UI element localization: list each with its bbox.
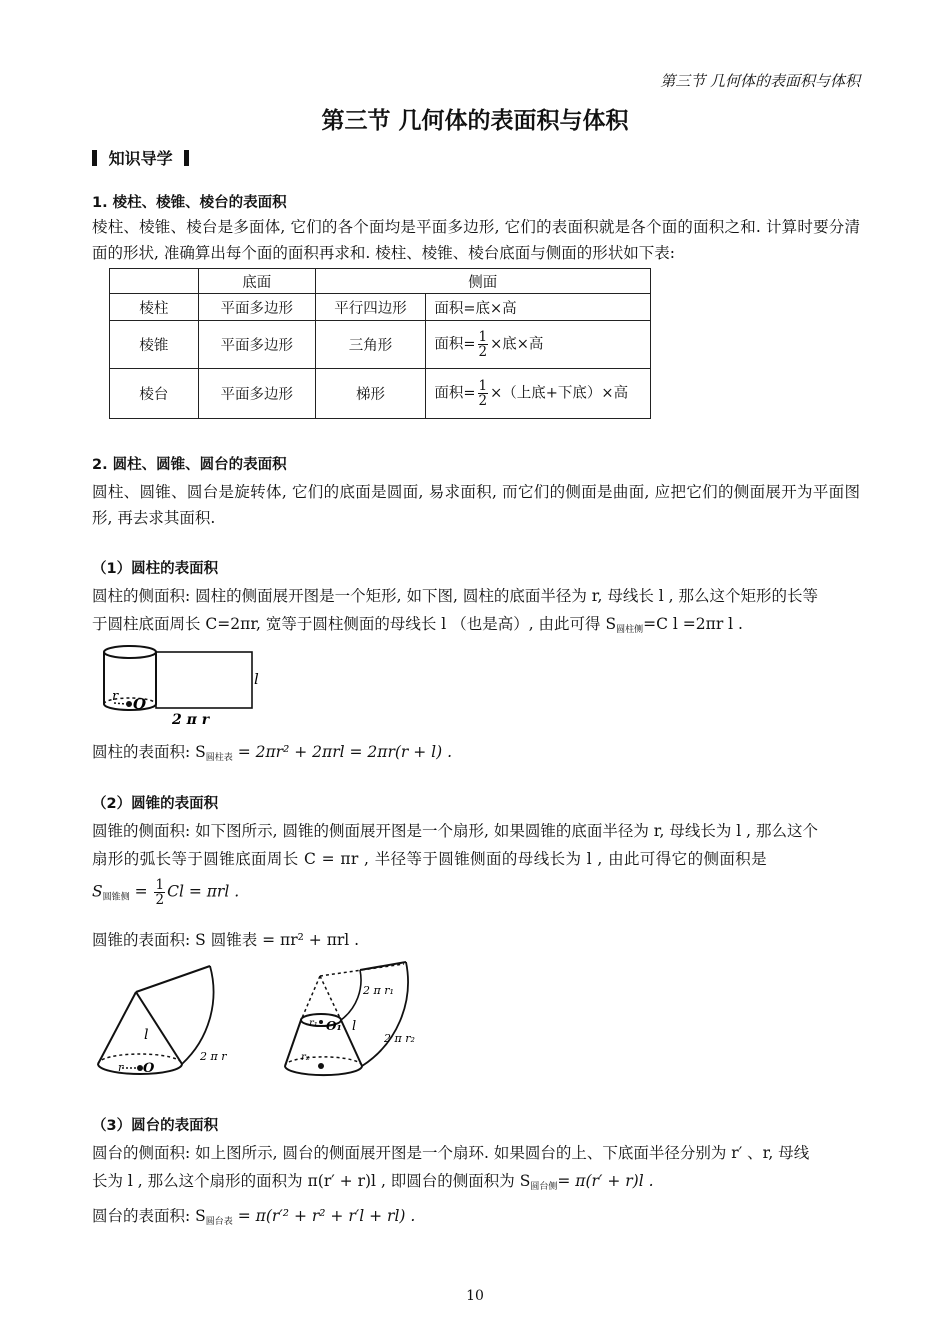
cylinder-surface-line xyxy=(92,739,860,771)
fraction-numerator: 1 xyxy=(478,329,488,345)
table-cell xyxy=(426,369,651,419)
frustum-fig-o1: O₁ xyxy=(326,1019,342,1033)
cylinder-lateral-formula: =C l =2πr l . xyxy=(643,615,743,633)
table-cell: 平面多边形 xyxy=(198,321,315,369)
table-row xyxy=(110,321,651,369)
fraction-half xyxy=(478,330,489,359)
frustum-fig-r1: r₁ xyxy=(309,1018,318,1029)
table-header-base: 底面 xyxy=(198,269,315,294)
cone-fig-l: l xyxy=(144,1027,149,1043)
table-cell: 平面多边形 xyxy=(198,294,315,321)
table-row xyxy=(110,369,651,419)
cone-lateral-line1: 圆锥的侧面积: 如下图所示, 圆锥的侧面展开图是一个扇形, 如果圆锥的底面半径为 r, 母线长为 l , 那么这个 xyxy=(92,822,819,840)
table-header-side: 侧面 xyxy=(315,269,650,294)
frustum-lateral-subscript: 圆台侧 xyxy=(530,1182,558,1192)
frustum-surface-line xyxy=(92,1203,860,1235)
frustum-surface-subscript: 圆台表 xyxy=(205,1217,233,1227)
frustum-surface-formula: = π(r′² + r² + r′l + rl) . xyxy=(232,1207,416,1225)
cylinder-surface-subscript: 圆柱表 xyxy=(205,753,233,763)
cylinder-fig-l: l xyxy=(254,670,259,688)
cylinder-fig-o: O xyxy=(133,695,147,713)
fraction-half xyxy=(478,379,489,408)
area-suffix: ×（上底+下底）×高 xyxy=(490,385,629,402)
table-cell: 棱柱 xyxy=(110,294,199,321)
formula-tail: Cl = πrl . xyxy=(167,882,240,901)
section-2-heading: 2. 圆柱、圆锥、圆台的表面积 xyxy=(92,457,287,473)
section-1-heading: 1. 棱柱、棱锥、棱台的表面积 xyxy=(92,195,287,211)
section-2-paragraph: 圆柱、圆锥、圆台是旋转体, 它们的底面是圆面, 易求面积, 而它们的侧面是曲面, 应把它们的侧面展开为平面图形, 再去求其面积. xyxy=(92,483,860,527)
cylinder-lateral-subscript: 圆柱侧 xyxy=(616,625,644,635)
frustum-fig-2pir1: 2 π r₁ xyxy=(363,984,394,997)
cone-lateral-line2: 扇形的弧长等于圆锥底面周长 C = πr , 半径等于圆锥侧面的母线长为 l , 由此可得它的侧面积是 xyxy=(92,850,768,868)
cone-fig-r: r xyxy=(118,1061,124,1074)
frustum-fig-2pir2: 2 π r₂ xyxy=(384,1032,415,1045)
section-1-paragraph: 棱柱、棱锥、棱台是多面体, 它们的各个面均是平面多边形, 它们的表面积就是各个面的面积之和. 计算时要分清面的形状, 准确算出每个面的面积再求和. 棱柱、棱锥、棱台底面与侧面的形状如下表: xyxy=(92,218,860,262)
page-number: 10 xyxy=(466,1288,484,1304)
table-cell: 面积=底×高 xyxy=(426,294,651,321)
table-cell: 梯形 xyxy=(315,369,426,419)
banner-label: 知识导学 xyxy=(108,149,173,168)
area-prefix: 面积= xyxy=(434,336,476,353)
cylinder-lateral-line2 xyxy=(92,611,860,643)
cone-fig-2pir: 2 π r xyxy=(200,1050,227,1063)
cylinder-lateral-line1: 圆柱的侧面积: 圆柱的侧面展开图是一个矩形, 如下图, 圆柱的底面半径为 r, 母线长 l , 那么这个矩形的长等 xyxy=(92,587,819,605)
cone-lateral-formula xyxy=(92,878,239,907)
banner-bar-left xyxy=(92,150,97,166)
fraction-half xyxy=(154,878,165,907)
formula-s: S xyxy=(92,882,103,901)
cylinder-net-figure xyxy=(92,640,282,732)
banner-bar-right xyxy=(184,150,189,166)
table-cell: 棱台 xyxy=(110,369,199,419)
frustum-lateral-line1: 圆台的侧面积: 如上图所示, 圆台的侧面展开图是一个扇环. 如果圆台的上、下底面半径分别为 r′ 、r, 母线 xyxy=(92,1144,810,1162)
surface-area-table xyxy=(109,268,651,419)
frustum-lateral-text: 长为 l , 那么这个扇形的面积为 π(r′ + r)l , 即圆台的侧面积为 S xyxy=(92,1172,531,1190)
cylinder-surface-formula: = 2πr² + 2πrl = 2πr(r + l) . xyxy=(232,743,453,761)
fraction-numerator: 1 xyxy=(478,378,488,394)
running-header: 第三节 几何体的表面积与体积 xyxy=(660,72,860,90)
section-banner xyxy=(92,146,189,169)
cylinder-fig-2pir: 2 π r xyxy=(172,712,210,728)
area-prefix: 面积= xyxy=(434,385,476,402)
fraction-denominator: 2 xyxy=(478,344,488,360)
frustum-heading: （3）圆台的表面积 xyxy=(92,1118,219,1134)
table-cell xyxy=(426,321,651,369)
formula-eq: = xyxy=(129,882,153,901)
cone-surface-line: 圆锥的表面积: S 圆锥表 = πr² + πrl . xyxy=(92,931,360,949)
cone-fig-o: O xyxy=(143,1061,155,1076)
frustum-lateral-formula: = π(r′ + r)l . xyxy=(557,1172,654,1190)
fraction-denominator: 2 xyxy=(155,892,165,908)
cylinder-surface-text: 圆柱的表面积: S xyxy=(92,743,206,761)
frustum-surface-text: 圆台的表面积: S xyxy=(92,1207,206,1225)
table-row xyxy=(110,294,651,321)
table-header-row xyxy=(110,269,651,294)
table-cell: 平行四边形 xyxy=(315,294,426,321)
cylinder-heading: （1）圆柱的表面积 xyxy=(92,561,219,577)
area-suffix: ×底×高 xyxy=(490,336,544,353)
formula-subscript: 圆锥侧 xyxy=(102,892,130,903)
cylinder-fig-r: r xyxy=(112,689,119,704)
frustum-lateral-line2 xyxy=(92,1168,860,1200)
frustum-fig-r2: r₂ xyxy=(301,1052,310,1063)
fraction-numerator: 1 xyxy=(155,877,165,893)
fraction-denominator: 2 xyxy=(478,393,488,409)
table-cell xyxy=(110,269,199,294)
table-cell: 三角形 xyxy=(315,321,426,369)
page-title: 第三节 几何体的表面积与体积 xyxy=(321,108,629,134)
cylinder-lateral-text: 于圆柱底面周长 C=2πr, 宽等于圆柱侧面的母线长 l （也是高）, 由此可得 S xyxy=(92,615,617,633)
table-cell: 平面多边形 xyxy=(198,369,315,419)
table-cell: 棱锥 xyxy=(110,321,199,369)
cone-frustum-figure xyxy=(92,958,422,1082)
frustum-fig-l: l xyxy=(352,1019,357,1034)
cone-heading: （2）圆锥的表面积 xyxy=(92,796,219,812)
